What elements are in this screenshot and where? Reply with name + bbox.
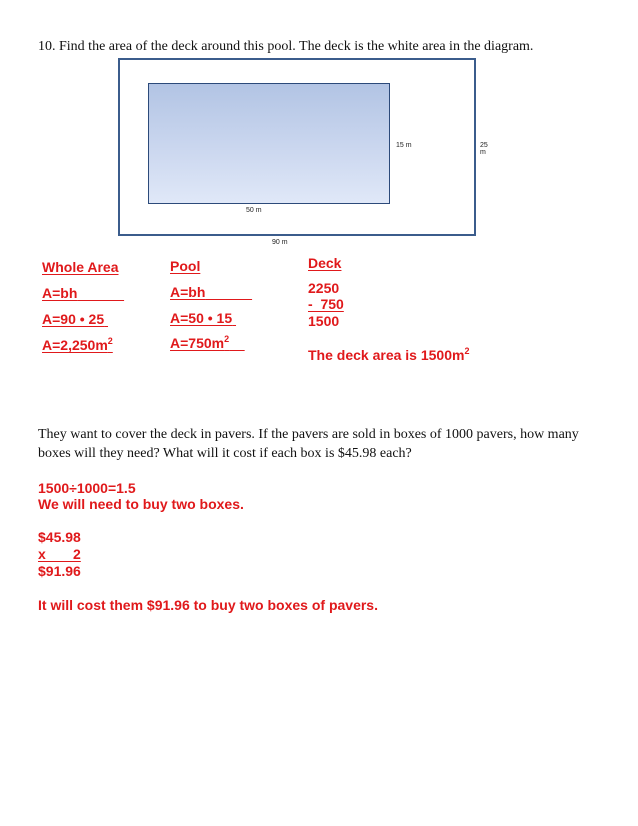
whole-area-result: $A=2,250m^2$ <box>42 336 113 353</box>
multiply-line: x 2 <box>38 546 81 562</box>
division-line: 1500÷1000=1.5 <box>38 480 136 496</box>
deck-line-2250: 2250 <box>308 280 340 296</box>
boxes-needed-line: We will need to buy two boxes. <box>38 496 244 512</box>
whole-area-heading: Whole Area <box>42 259 119 275</box>
pool-formula: A=bh <box>170 284 206 300</box>
pool-diagram <box>118 58 488 236</box>
deck-heading: Deck <box>308 255 342 271</box>
pool-rectangle <box>148 83 390 204</box>
total-line: $91.96 <box>38 563 81 579</box>
deck-line-minus-750: - 750 <box>308 296 344 312</box>
pool-heading: Pool <box>170 258 201 274</box>
whole-area-formula: A=bh <box>42 285 78 301</box>
label-15m: 15 m <box>396 142 412 149</box>
deck-line-1500: 1500 <box>308 313 340 329</box>
label-90m: 90 m <box>272 239 288 246</box>
pool-result: $A=750m^2$ <box>170 334 230 351</box>
question-1-text: 10. Find the area of the deck around this pool. The deck is the white area in the diagram. <box>38 39 534 54</box>
whole-area-substitution: A=90 • 25 <box>42 311 105 327</box>
pool-substitution: A=50 • 15 <box>170 310 233 326</box>
label-50m: 50 m <box>246 207 262 214</box>
final-cost-line: It will cost them $91.96 to buy two boxes of pavers. <box>38 597 378 613</box>
price-line: $45.98 <box>38 529 81 545</box>
label-25m: 25 m <box>480 142 488 156</box>
question-2-text: They want to cover the deck in pavers. If the pavers are sold in boxes of 1000 pavers, how many boxes will they need? What will it cost if each box is $45.98 each? <box>38 427 579 461</box>
deck-conclusion: The deck area is $1500m^2$ <box>308 346 470 363</box>
